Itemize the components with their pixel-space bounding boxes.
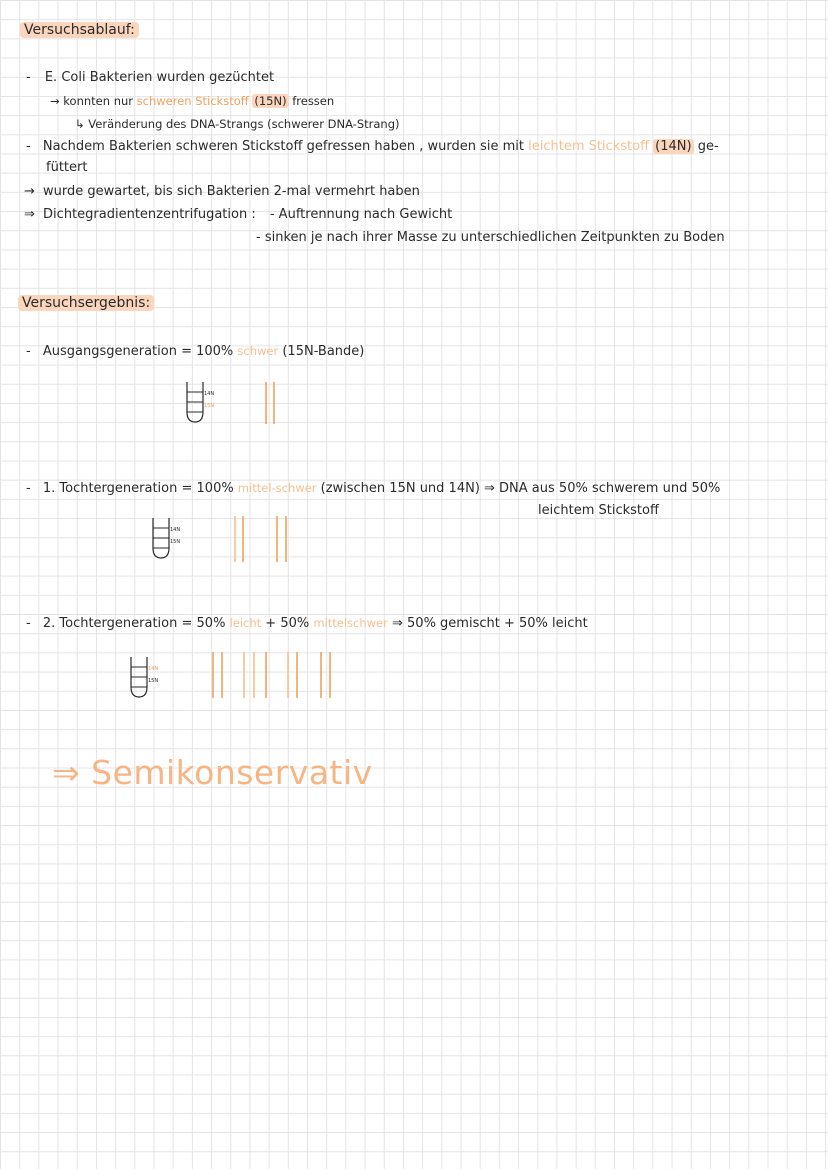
- generation-1-text-a: 1. Tochtergeneration = 100%: [42, 481, 234, 496]
- heading-text: Versuchsergebnis:: [18, 295, 154, 311]
- line-4-highlight: leichtem Stickstoff: [528, 139, 650, 154]
- arrow-icon: →: [24, 184, 35, 199]
- sub-arrow-icon: ↳: [75, 117, 85, 131]
- section-heading-versuchsablauf: [20, 22, 139, 38]
- line-1: [26, 70, 274, 86]
- test-tube-drawing: [150, 516, 184, 560]
- line-4-text-a: Nachdem Bakterien schweren Stickstoff gefressen haben , wurden sie mit: [42, 139, 524, 154]
- line-4-isotope: (14N): [655, 139, 692, 154]
- generation-2: [26, 615, 588, 632]
- dash: -: [26, 139, 31, 154]
- line-1-text: E. Coli Bakterien wurden gezüchtet: [44, 70, 275, 85]
- line-3-text: Veränderung des DNA-Strangs (schwerer DNA-Strang): [88, 117, 400, 131]
- tube-label-14n: 14N: [170, 527, 181, 533]
- line-3: [75, 116, 400, 132]
- double-arrow-icon: ⇒: [24, 207, 35, 222]
- heading-text: Versuchsablauf:: [20, 22, 139, 38]
- generation-2-text-b: ⇒ 50% gemischt + 50% leicht: [392, 616, 588, 631]
- generation-1-text-c: leichtem Stickstoff: [538, 503, 659, 518]
- line-2-isotope: (15N): [254, 94, 287, 108]
- section-heading-versuchsergebnis: [18, 295, 154, 311]
- line-5: [46, 160, 87, 176]
- generation-1-text-b: (zwischen 15N und 14N) ⇒ DNA aus 50% schwerem und 50%: [320, 481, 721, 496]
- generation-2-plus: + 50%: [265, 616, 310, 631]
- generation-0-highlight: schwer: [237, 344, 279, 358]
- generation-2-highlight-2: mittelschwer: [313, 616, 388, 630]
- line-5-text: füttert: [46, 160, 88, 175]
- line-7-item: - Auftrennung nach Gewicht: [269, 207, 453, 222]
- tube-label-15n: 15N: [170, 539, 181, 545]
- line-8: [256, 230, 725, 246]
- dash: -: [26, 70, 31, 85]
- conclusion-text: ⇒ Semikonservativ: [52, 753, 373, 792]
- tube-label-15n: 15N: [148, 678, 159, 684]
- line-6-text: wurde gewartet, bis sich Bakterien 2-mal vermehrt haben: [43, 184, 420, 199]
- generation-0-text-b: (15N-Bande): [282, 344, 365, 359]
- test-tube-drawing: [128, 655, 162, 699]
- generation-1-highlight: mittel-schwer: [237, 481, 317, 495]
- line-2-text-b: fressen: [292, 94, 335, 108]
- line-7-text: Dichtegradientenzentrifugation :: [43, 207, 256, 222]
- line-4: [26, 139, 719, 155]
- generation-0: [26, 343, 364, 360]
- tube-label-14n: 14N: [148, 666, 159, 672]
- arrow-icon: →: [50, 94, 60, 108]
- tube-label-15n: 15N: [204, 403, 215, 409]
- dash: -: [26, 344, 31, 359]
- generation-1-continued: [538, 503, 659, 519]
- band-group-generation-1: [230, 516, 292, 564]
- dash: -: [26, 481, 31, 496]
- band-group-generation-0: [262, 382, 282, 426]
- tube-label-14n: 14N: [204, 391, 215, 397]
- line-2-text-a: konnten nur: [63, 94, 133, 108]
- line-4-text-b: ge-: [697, 139, 719, 154]
- line-7: [24, 207, 452, 223]
- generation-2-text-a: 2. Tochtergeneration = 50%: [42, 616, 226, 631]
- test-tube-drawing: [184, 380, 218, 424]
- generation-1: [26, 480, 720, 497]
- line-2-highlight: schweren Stickstoff: [136, 94, 249, 108]
- band-group-generation-2: [208, 652, 338, 700]
- generation-2-highlight-1: leicht: [229, 616, 262, 630]
- line-2: [50, 93, 334, 109]
- conclusion: [52, 754, 373, 792]
- line-8-item: - sinken je nach ihrer Masse zu unterschiedlichen Zeitpunkten zu Boden: [256, 230, 725, 245]
- line-6: [24, 184, 420, 200]
- dash: -: [26, 616, 31, 631]
- generation-0-text-a: Ausgangsgeneration = 100%: [42, 344, 234, 359]
